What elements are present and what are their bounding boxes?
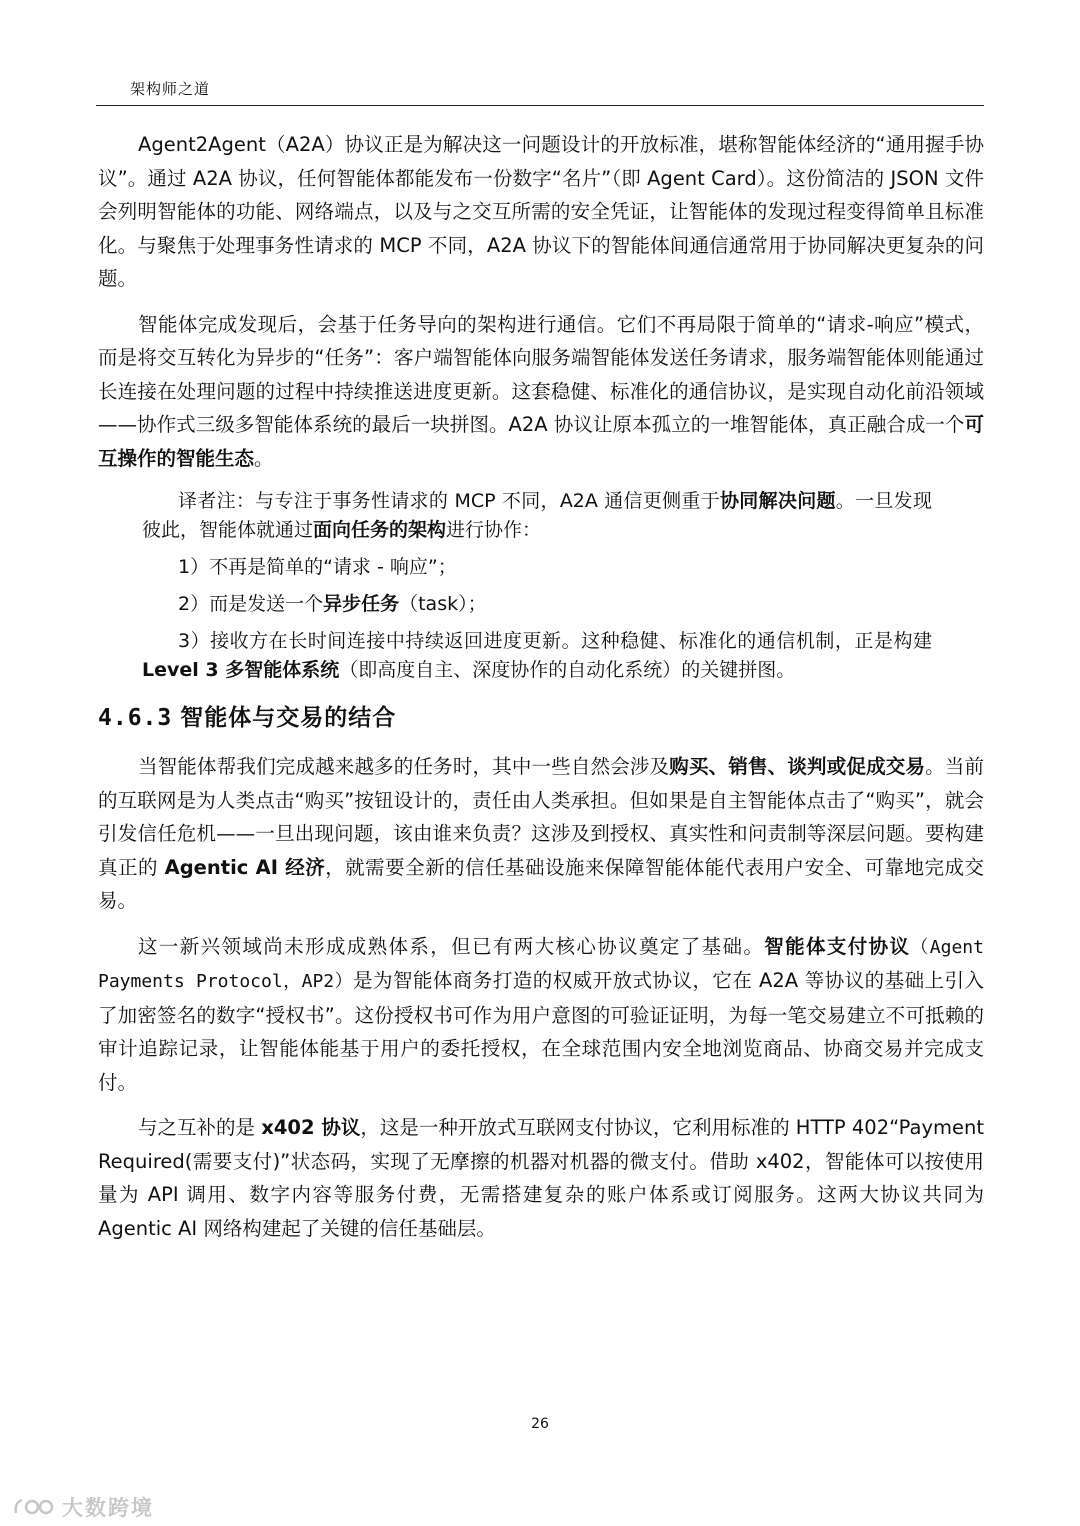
note-item-2: 2）而是发送一个异步任务（task）； [178,593,487,615]
paragraph-a2a-communication: 智能体完成发现后，会基于任务导向的架构进行通信。它们不再局限于简单的“请求-响应”模式，而是将交互转化为异步的“任务”：客户端智能体向服务端智能体发送任务请求，服务端智能体则能通过长连接在处理问题的过程中持续推送进度更新。这套稳健、标准化的通信协议，是实现自动化前沿领域——协作式三级多智能体系统的最后一块拼图。A2A 协议让原本孤立的一堆智能体，真正融合成一个可互操作的智能生态。 [98,312,984,470]
section-title-text: 智能体与交易的结合 [180,705,397,731]
paragraph-agent-trade: 当智能体帮我们完成越来越多的任务时，其中一些自然会涉及购买、销售、谈判或促成交易。当前的互联网是为人类点击“购买”按钮设计的，责任由人类承担。但如果是自主智能体点击了“购买”，就会引发信任危机——一旦出现问题，该由谁来负责？这涉及到授权、真实性和问责制等深层问题。要构建真正的 Agentic AI 经济，就需要全新的信任基础设施来保障智能体能代表用户安全、可靠地完成交易。 [98,755,984,912]
page-number: 26 [531,1416,549,1432]
section-heading [98,699,984,732]
watermark-text: 大数跨境 [62,1496,154,1520]
translator-note [142,487,932,685]
running-header [96,78,984,106]
watermark-logo-icon [12,1495,56,1519]
section-number: 4.6.3 [98,705,173,731]
page-body [98,128,984,1257]
note-item-1: 1）不再是简单的“请求 - 响应”； [178,556,457,578]
header-title: 架构师之道 [130,80,211,98]
paragraph-ap2: 这一新兴领域尚未形成成熟体系，但已有两大核心协议奠定了基础。智能体支付协议（Agent Payments Protocol，AP2）是为智能体商务打造的权威开放式协议，它在 A2A 等协议的基础上引入了加密签名的数字“授权书”。这份授权书可作为用户意图的可验证证明，为每一笔交易建立不可抵赖的审计追踪记录，让智能体能基于用户的委托授权，在全球范围内安全地浏览商品、协商交易并完成支付。 [98,934,984,1094]
paragraph-a2a-intro: Agent2Agent（A2A）协议正是为解决这一问题设计的开放标准，堪称智能体经济的“通用握手协议”。通过 A2A 协议，任何智能体都能发布一份数字“名片”（即 Agent Card）。这份简洁的 JSON 文件会列明智能体的功能、网络端点，以及与之交互所需的安全凭证，让智能体的发现过程变得简单且标准化。与聚焦于处理事务性请求的 MCP 不同，A2A 协议下的智能体间通信通常用于协同解决更复杂的问题。 [98,133,984,290]
note-item-3: 3）接收方在长时间连接中持续返回进度更新。这种稳健、标准化的通信机制，正是构建 Level 3 多智能体系统（即高度自主、深度协作的自动化系统）的关键拼图。 [142,630,932,681]
paragraph-x402: 与之互补的是 x402 协议，这是一种开放式互联网支付协议，它利用标准的 HTTP 402“Payment Required(需要支付)”状态码，实现了无摩擦的机器对机器的微支付。借助 x402，智能体可以按使用量为 API 调用、数字内容等服务付费，无需搭建复杂的账户体系或订阅服务。这两大协议共同为 Agentic AI 网络构建起了关键的信任基础层。 [98,1116,984,1240]
watermark [12,1492,154,1522]
note-intro: 译者注：与专注于事务性请求的 MCP 不同，A2A 通信更侧重于协同解决问题。一旦发现彼此，智能体就通过面向任务的架构进行协作： [142,490,932,541]
